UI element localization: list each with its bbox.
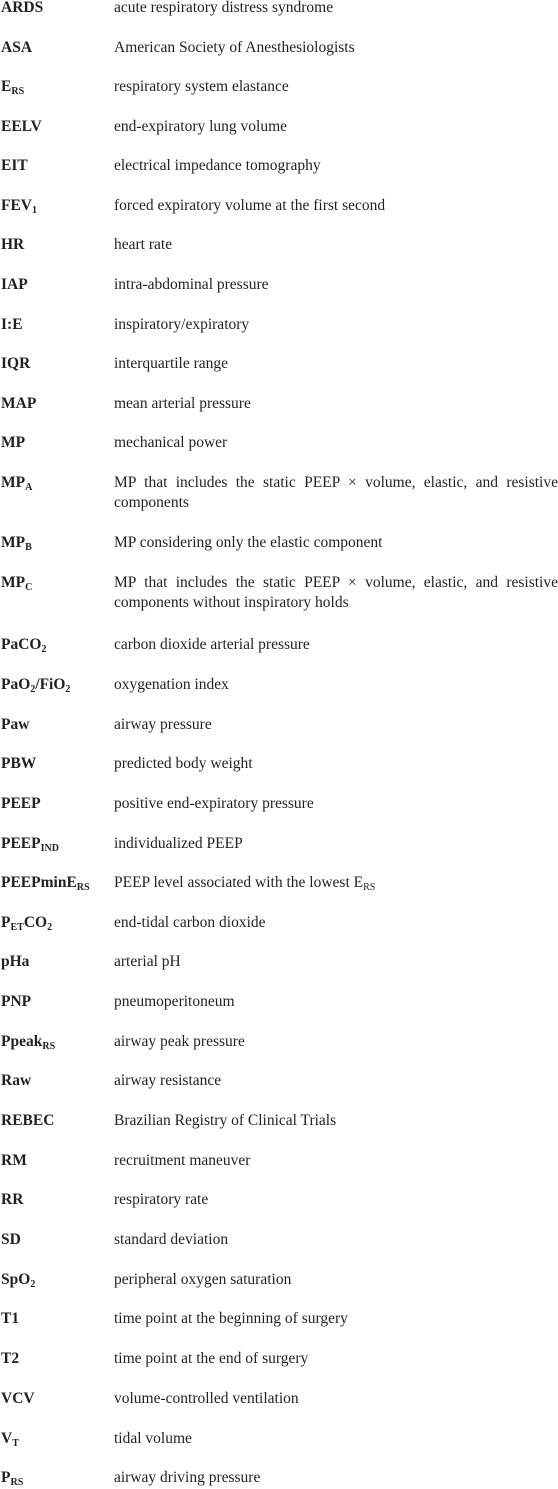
- term-text: MP: [1, 474, 26, 491]
- definition-text: carbon dioxide arterial pressure: [114, 636, 310, 653]
- abbreviation-definition: [114, 196, 558, 216]
- abbreviation-term: [0, 235, 114, 255]
- abbreviation-term: [0, 1349, 114, 1369]
- term-text: SD: [1, 1231, 21, 1248]
- term-subscript: RS: [76, 882, 90, 893]
- abbreviation-term: [0, 354, 114, 374]
- abbreviation-definition: [114, 1270, 558, 1290]
- term-subscript: RS: [11, 86, 25, 97]
- term-text: MP: [1, 574, 26, 591]
- term-text: MP: [1, 534, 26, 551]
- definition-text: oxygenation index: [114, 676, 229, 693]
- abbreviation-row: [0, 715, 558, 735]
- abbreviation-row: [0, 992, 558, 1012]
- abbreviation-term: [0, 156, 114, 176]
- abbreviation-row: [0, 1429, 558, 1449]
- abbreviation-term: [0, 275, 114, 295]
- abbreviation-definition: [114, 394, 558, 414]
- abbreviation-term: [0, 1032, 114, 1052]
- abbreviation-row: [0, 1349, 558, 1369]
- definition-text: American Society of Anesthesiologists: [114, 39, 355, 56]
- abbreviation-row: [0, 354, 558, 374]
- abbreviation-definition: [114, 675, 558, 695]
- definition-text: volume-controlled ventilation: [114, 1390, 299, 1407]
- term-text: P: [1, 914, 11, 931]
- definition-text: predicted body weight: [114, 755, 253, 772]
- abbreviation-definition: [114, 0, 558, 18]
- abbreviation-term: [0, 573, 114, 593]
- abbreviation-definition: [114, 1151, 558, 1171]
- definition-text: acute respiratory distress syndrome: [114, 0, 334, 16]
- abbreviation-term: [0, 533, 114, 553]
- abbreviation-term: [0, 38, 114, 58]
- abbreviation-definition: [114, 156, 558, 176]
- abbreviation-row: [0, 433, 558, 453]
- abbreviation-row: [0, 77, 558, 97]
- term-text: E: [1, 78, 12, 95]
- abbreviation-term: [0, 433, 114, 453]
- abbreviation-row: [0, 635, 558, 655]
- abbreviation-row: [0, 38, 558, 58]
- abbreviation-row: [0, 1468, 558, 1488]
- abbreviation-term: [0, 754, 114, 774]
- abbreviation-row: [0, 0, 558, 18]
- abbreviation-definition: [114, 1032, 558, 1052]
- term-text: PEEP: [1, 795, 41, 812]
- term-text: EIT: [1, 157, 28, 174]
- definition-text: time point at the beginning of surgery: [114, 1310, 348, 1327]
- abbreviation-term: [0, 1389, 114, 1409]
- definition-text: airway resistance: [114, 1072, 222, 1089]
- abbreviation-definition: [114, 794, 558, 814]
- abbreviation-term: [0, 117, 114, 137]
- abbreviation-term: [0, 1309, 114, 1329]
- term-text: RM: [1, 1152, 27, 1169]
- abbreviation-term: [0, 675, 114, 695]
- abbreviation-definition: [114, 533, 558, 553]
- abbreviation-row: [0, 196, 558, 216]
- abbreviation-definition: [114, 754, 558, 774]
- abbreviation-row: [0, 394, 558, 414]
- definition-subscript: RS: [363, 882, 376, 893]
- definition-text: time point at the end of surgery: [114, 1350, 309, 1367]
- abbreviation-definition: [114, 873, 558, 893]
- abbreviation-row: [0, 156, 558, 176]
- definition-text: MP that includes the static PEEP × volume, elastic, and resistive components: [114, 474, 558, 511]
- abbreviation-definition: [114, 235, 558, 255]
- abbreviation-definition: [114, 77, 558, 97]
- definition-text: interquartile range: [114, 355, 229, 372]
- term-subscript: 2: [41, 644, 47, 655]
- definition-text: inspiratory/expiratory: [114, 316, 250, 333]
- definition-text: individualized PEEP: [114, 835, 243, 852]
- abbreviation-definition: [114, 38, 558, 58]
- term-text: PNP: [1, 993, 32, 1010]
- abbreviation-definition: [114, 1230, 558, 1250]
- abbreviation-row: [0, 275, 558, 295]
- abbreviation-term: [0, 0, 114, 18]
- abbreviation-row: [0, 1190, 558, 1210]
- abbreviation-definition: [114, 573, 558, 613]
- definition-text: recruitment maneuver: [114, 1152, 251, 1169]
- term-subscript: A: [25, 482, 33, 493]
- abbreviation-term: [0, 1071, 114, 1091]
- abbreviation-term: [0, 834, 114, 854]
- abbreviation-row: [0, 1389, 558, 1409]
- term-subscript: B: [25, 542, 32, 553]
- abbreviation-definition: [114, 1071, 558, 1091]
- abbreviation-term: [0, 913, 114, 933]
- abbreviation-definition: [114, 635, 558, 655]
- term-subscript: 2: [30, 1279, 36, 1290]
- term-text: Paw: [1, 716, 30, 733]
- term-subscript: 2: [65, 684, 71, 695]
- definition-text: airway peak pressure: [114, 1033, 245, 1050]
- abbreviation-definition: [114, 315, 558, 335]
- definition-text: airway driving pressure: [114, 1469, 261, 1486]
- abbreviation-definition: [114, 1429, 558, 1449]
- definition-text: heart rate: [114, 236, 173, 253]
- abbreviation-term: [0, 394, 114, 414]
- abbreviation-row: [0, 754, 558, 774]
- term-subscript: 2: [30, 684, 36, 695]
- abbreviation-definition: [114, 913, 558, 933]
- abbreviation-row: [0, 1230, 558, 1250]
- term-text: PEEP: [1, 835, 41, 852]
- term-text-continued: /FiO: [35, 676, 66, 693]
- definition-text: end-expiratory lung volume: [114, 118, 288, 135]
- definition-text: mechanical power: [114, 434, 228, 451]
- term-text: PaO: [1, 676, 31, 693]
- abbreviation-definition: [114, 1389, 558, 1409]
- abbreviation-row: [0, 1111, 558, 1131]
- definition-text: MP that includes the static PEEP × volume, elastic, and resistive components without inspiratory holds: [114, 574, 558, 611]
- definition-text: peripheral oxygen saturation: [114, 1271, 292, 1288]
- term-text: SpO: [1, 1271, 31, 1288]
- term-subscript: RS: [42, 1041, 56, 1052]
- abbreviation-definition: [114, 1111, 558, 1131]
- abbreviation-definition: [114, 1190, 558, 1210]
- abbreviation-definition: [114, 992, 558, 1012]
- term-subscript: T: [12, 1438, 19, 1449]
- term-text-continued: CO: [23, 914, 48, 931]
- term-text: MP: [1, 434, 26, 451]
- term-text: I:E: [1, 316, 23, 333]
- definition-text: pneumoperitoneum: [114, 993, 235, 1010]
- term-subscript: ET: [10, 922, 24, 933]
- abbreviation-row: [0, 873, 558, 893]
- term-text: PEEPminE: [1, 874, 77, 891]
- abbreviation-row: [0, 1270, 558, 1290]
- term-text: P: [1, 1469, 11, 1486]
- abbreviation-term: [0, 1230, 114, 1250]
- abbreviation-term: [0, 635, 114, 655]
- definition-text: PEEP level associated with the lowest E: [114, 874, 364, 891]
- abbreviation-definition: [114, 952, 558, 972]
- abbreviation-definition: [114, 275, 558, 295]
- term-text: ARDS: [1, 0, 44, 16]
- term-text: ASA: [1, 39, 33, 56]
- abbreviation-term: [0, 1111, 114, 1131]
- abbreviation-row: [0, 315, 558, 335]
- abbreviation-term: [0, 1429, 114, 1449]
- abbreviation-row: [0, 675, 558, 695]
- term-text: FEV: [1, 197, 32, 214]
- term-text: HR: [1, 236, 25, 253]
- abbreviation-definition: [114, 354, 558, 374]
- definition-text: mean arterial pressure: [114, 395, 251, 412]
- definition-text: tidal volume: [114, 1430, 192, 1447]
- term-text: pHa: [1, 953, 30, 970]
- abbreviation-term: [0, 1151, 114, 1171]
- abbreviation-row: [0, 473, 558, 513]
- abbreviation-definition: [114, 1309, 558, 1329]
- term-text: Ppeak: [1, 1033, 43, 1050]
- term-text: EELV: [1, 118, 42, 135]
- abbreviation-term: [0, 873, 114, 893]
- abbreviation-term: [0, 1190, 114, 1210]
- abbreviation-term: [0, 1468, 114, 1488]
- term-text: VCV: [1, 1390, 35, 1407]
- term-text: RR: [1, 1191, 24, 1208]
- term-text: PBW: [1, 755, 37, 772]
- term-subscript: C: [25, 582, 33, 593]
- definition-text: end-tidal carbon dioxide: [114, 914, 266, 931]
- definition-text: standard deviation: [114, 1231, 229, 1248]
- term-text: REBEC: [1, 1112, 55, 1129]
- abbreviation-row: [0, 1071, 558, 1091]
- term-text: T1: [1, 1310, 20, 1327]
- abbreviation-row: [0, 235, 558, 255]
- term-subscript: RS: [10, 1477, 24, 1488]
- abbreviation-row: [0, 952, 558, 972]
- abbreviation-definition: [114, 1468, 558, 1488]
- abbreviation-definition: [114, 433, 558, 453]
- definition-text: forced expiratory volume at the first second: [114, 197, 386, 214]
- abbreviation-term: [0, 794, 114, 814]
- abbreviation-term: [0, 952, 114, 972]
- abbreviation-term: [0, 473, 114, 493]
- abbreviation-term: [0, 196, 114, 216]
- abbreviation-definition: [114, 117, 558, 137]
- abbreviation-definition: [114, 834, 558, 854]
- abbreviation-row: [0, 533, 558, 553]
- abbreviation-definition: [114, 1349, 558, 1369]
- definition-text: electrical impedance tomography: [114, 157, 321, 174]
- term-text: V: [1, 1430, 13, 1447]
- abbreviation-row: [0, 834, 558, 854]
- abbreviation-definition: [114, 715, 558, 735]
- term-text: Raw: [1, 1072, 32, 1089]
- abbreviation-row: [0, 117, 558, 137]
- definition-text: intra-abdominal pressure: [114, 276, 269, 293]
- definition-text: airway pressure: [114, 716, 212, 733]
- term-text: PaCO: [1, 636, 42, 653]
- abbreviation-row: [0, 1309, 558, 1329]
- definition-text: respiratory system elastance: [114, 78, 289, 95]
- definition-text: positive end-expiratory pressure: [114, 795, 314, 812]
- abbreviation-row: [0, 1032, 558, 1052]
- term-text: MAP: [1, 395, 37, 412]
- abbreviation-term: [0, 992, 114, 1012]
- term-subscript: 1: [32, 205, 37, 216]
- definition-text: MP considering only the elastic component: [114, 534, 383, 551]
- abbreviation-term: [0, 1270, 114, 1290]
- definition-text: respiratory rate: [114, 1191, 209, 1208]
- term-text: IQR: [1, 355, 31, 372]
- abbreviation-term: [0, 77, 114, 97]
- abbreviation-definition: [114, 473, 558, 513]
- definition-text: arterial pH: [114, 953, 181, 970]
- definition-text: Brazilian Registry of Clinical Trials: [114, 1112, 337, 1129]
- term-text: T2: [1, 1350, 20, 1367]
- term-subscript: IND: [40, 843, 59, 854]
- abbreviation-row: [0, 1151, 558, 1171]
- term-subscript: 2: [47, 922, 53, 933]
- abbreviation-row: [0, 794, 558, 814]
- abbreviation-term: [0, 715, 114, 735]
- term-text: IAP: [1, 276, 28, 293]
- abbreviation-row: [0, 573, 558, 613]
- abbreviation-term: [0, 315, 114, 335]
- abbreviation-row: [0, 913, 558, 933]
